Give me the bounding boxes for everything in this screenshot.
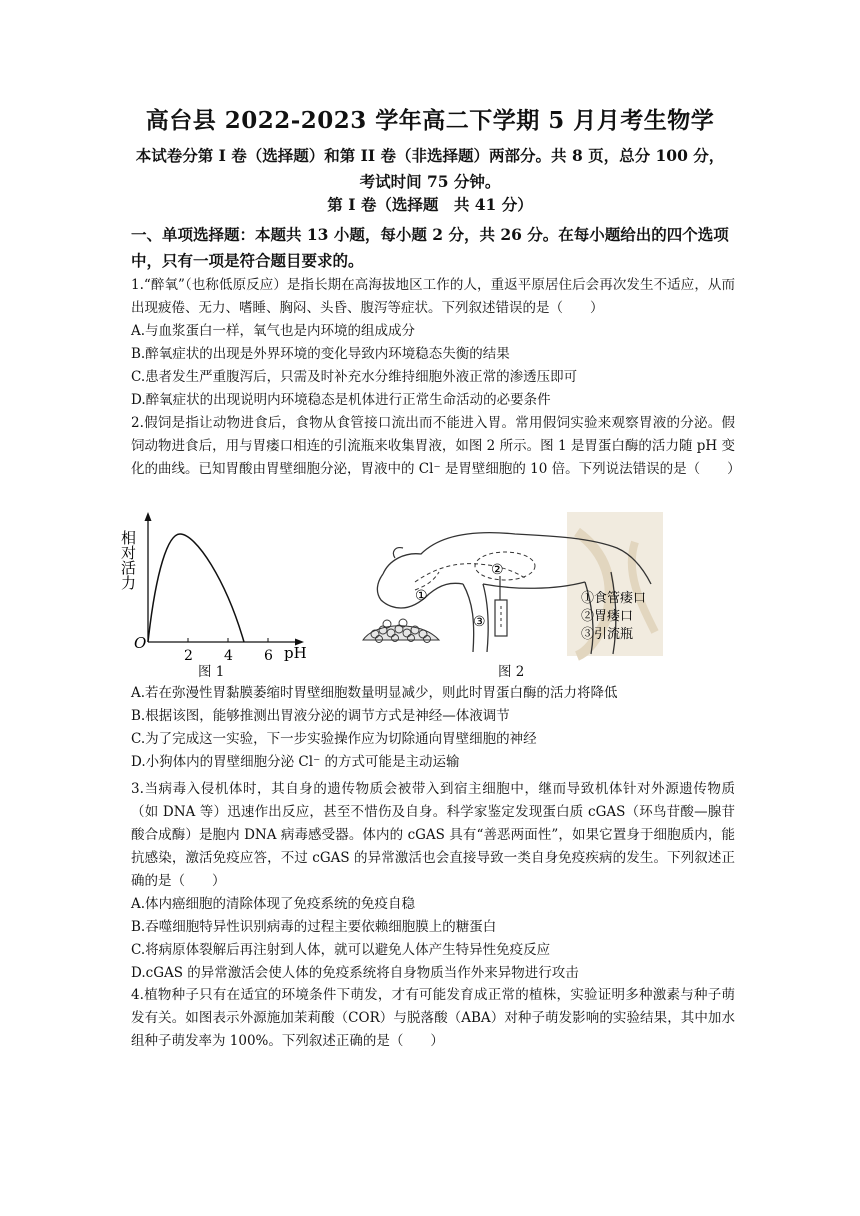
- stomach-outline: [475, 552, 535, 580]
- legend-item-3: ③引流瓶: [581, 627, 634, 642]
- y-axis-label: 相对活力: [119, 530, 137, 590]
- figure-1: [119, 510, 316, 680]
- dog-head-outline: [377, 574, 401, 608]
- x-tick-label-6: 6: [264, 648, 273, 664]
- question-2-option-d: D.小狗体内的胃壁细胞分泌 Cl⁻ 的方式可能是主动运输: [131, 754, 460, 770]
- esophagus-path: [415, 564, 525, 582]
- exam-subtitle: 本试卷分第 I 卷（选择题）和第 II 卷（非选择题）两部分。共 8 页，总分 100 分，考试时间 75 分钟。: [135, 146, 725, 191]
- figure-2: [355, 512, 665, 662]
- question-2-option-b: B.根据该图，能够推测出胃液分泌的调节方式是神经—体液调节: [131, 708, 510, 724]
- question-3-stem: 3.当病毒入侵机体时，其自身的遗传物质会被带入到宿主细胞中，继而导致机体针对外源遗传物质（如 DNA 等）迅速作出反应，甚至不惜伤及自身。科学家鉴定发现蛋白质 cGAS（环鸟苷酸—腺苷酸合成酶）是胞内 DNA 病毒感受器。体内的 cGAS 具有“善恶两面性”，如果它置身于细胞质内，能抗感染，激活免疫应答，不过 cGAS 的异常激活也会直接导致一类自身免疫疾病的发生。下列叙述正确的是（ ）: [131, 781, 735, 889]
- question-2-options: [131, 682, 735, 774]
- question-3-option-a: A.体内癌细胞的清除体现了免疫系统的免疫自稳: [131, 896, 416, 912]
- question-1-stem: 1.“醉氧”（也称低原反应）是指长期在高海拔地区工作的人，重返平原居住后会再次发生不适应，从而出现疲倦、无力、嗜睡、胸闷、头昏、腹泻等症状。下列叙述错误的是（ ）: [131, 277, 735, 316]
- figure-2-caption: 图 2: [498, 664, 525, 680]
- question-2-option-c: C.为了完成这一实验，下一步实验操作应为切除通向胃壁细胞的神经: [131, 731, 537, 747]
- marker-2: ②: [491, 562, 504, 578]
- question-3: [131, 778, 735, 985]
- question-3-option-c: C.将病原体裂解后再注射到人体，就可以避免人体产生特异性免疫反应: [131, 942, 551, 958]
- question-1-option-d: D.醉氧症状的出现说明内环境稳态是机体进行正常生命活动的必要条件: [131, 392, 551, 408]
- question-1: [131, 274, 735, 412]
- x-tick-label-4: 4: [224, 648, 233, 664]
- marker-1: ①: [415, 588, 428, 604]
- x-tick-label-2: 2: [184, 648, 193, 664]
- question-1-option-a: A.与血浆蛋白一样，氧气也是内环境的组成成分: [131, 323, 416, 339]
- part-heading: 一、单项选择题：本题共 13 小题，每小题 2 分，共 26 分。在每小题给出的四个选项中，只有一项是符合题目要求的。: [131, 225, 729, 270]
- origin-label: O: [134, 634, 147, 652]
- figure-1-caption: 图 1: [198, 664, 225, 680]
- activity-curve: [148, 534, 244, 642]
- question-4-stem: 4.植物种子只有在适宜的环境条件下萌发，才有可能发育成正常的植株，实验证明多种激素与种子萌发有关。如图表示外源施加茉莉酸（COR）与脱落酸（ABA）对种子萌发影响的实验结果，其中加水组种子萌发率为 100%。下列叙述正确的是（ ）: [131, 987, 735, 1049]
- question-3-option-d: D.cGAS 的异常激活会使人体的免疫系统将自身物质当作外来异物进行攻击: [131, 965, 579, 981]
- y-axis-arrow: [145, 512, 152, 521]
- legend-item-1: ①食管瘘口: [581, 591, 647, 606]
- question-1-option-b: B.醉氧症状的出现是外界环境的变化导致内环境稳态失衡的结果: [131, 346, 510, 362]
- question-3-option-b: B.吞噬细胞特异性识别病毒的过程主要依赖细胞膜上的糖蛋白: [131, 919, 497, 935]
- x-axis-label: pH: [284, 644, 307, 662]
- question-2: [131, 412, 741, 481]
- dog-neck-outline: [401, 583, 463, 608]
- legend-item-2: ②胃瘘口: [581, 609, 634, 624]
- exam-title: 高台县 2022-2023 学年高二下学期 5 月月考生物学: [145, 107, 715, 134]
- question-2-stem: 2.假饲是指让动物进食后，食物从食管接口流出而不能进入胃。常用假饲实验来观察胃液的分泌。假饲动物进食后，用与胃瘘口相连的引流瓶来收集胃液，如图 2 所示。图 1 是胃蛋白酶的活力随 pH 变化的曲线。已知胃酸由胃壁细胞分泌，胃液中的 Cl⁻ 是胃壁细胞的 10 倍。下列说法错误的是（ ）: [131, 415, 741, 477]
- question-4: [131, 984, 735, 1053]
- marker-3: ③: [473, 614, 486, 630]
- section-title: 第 I 卷（选择题 共 41 分）: [327, 195, 533, 214]
- question-1-option-c: C.患者发生严重腹泻后，只需及时补充水分维持细胞外液正常的渗透压即可: [131, 369, 578, 385]
- question-2-option-a: A.若在弥漫性胃黏膜萎缩时胃壁细胞数量明显减少，则此时胃蛋白酶的活力将降低: [131, 685, 618, 701]
